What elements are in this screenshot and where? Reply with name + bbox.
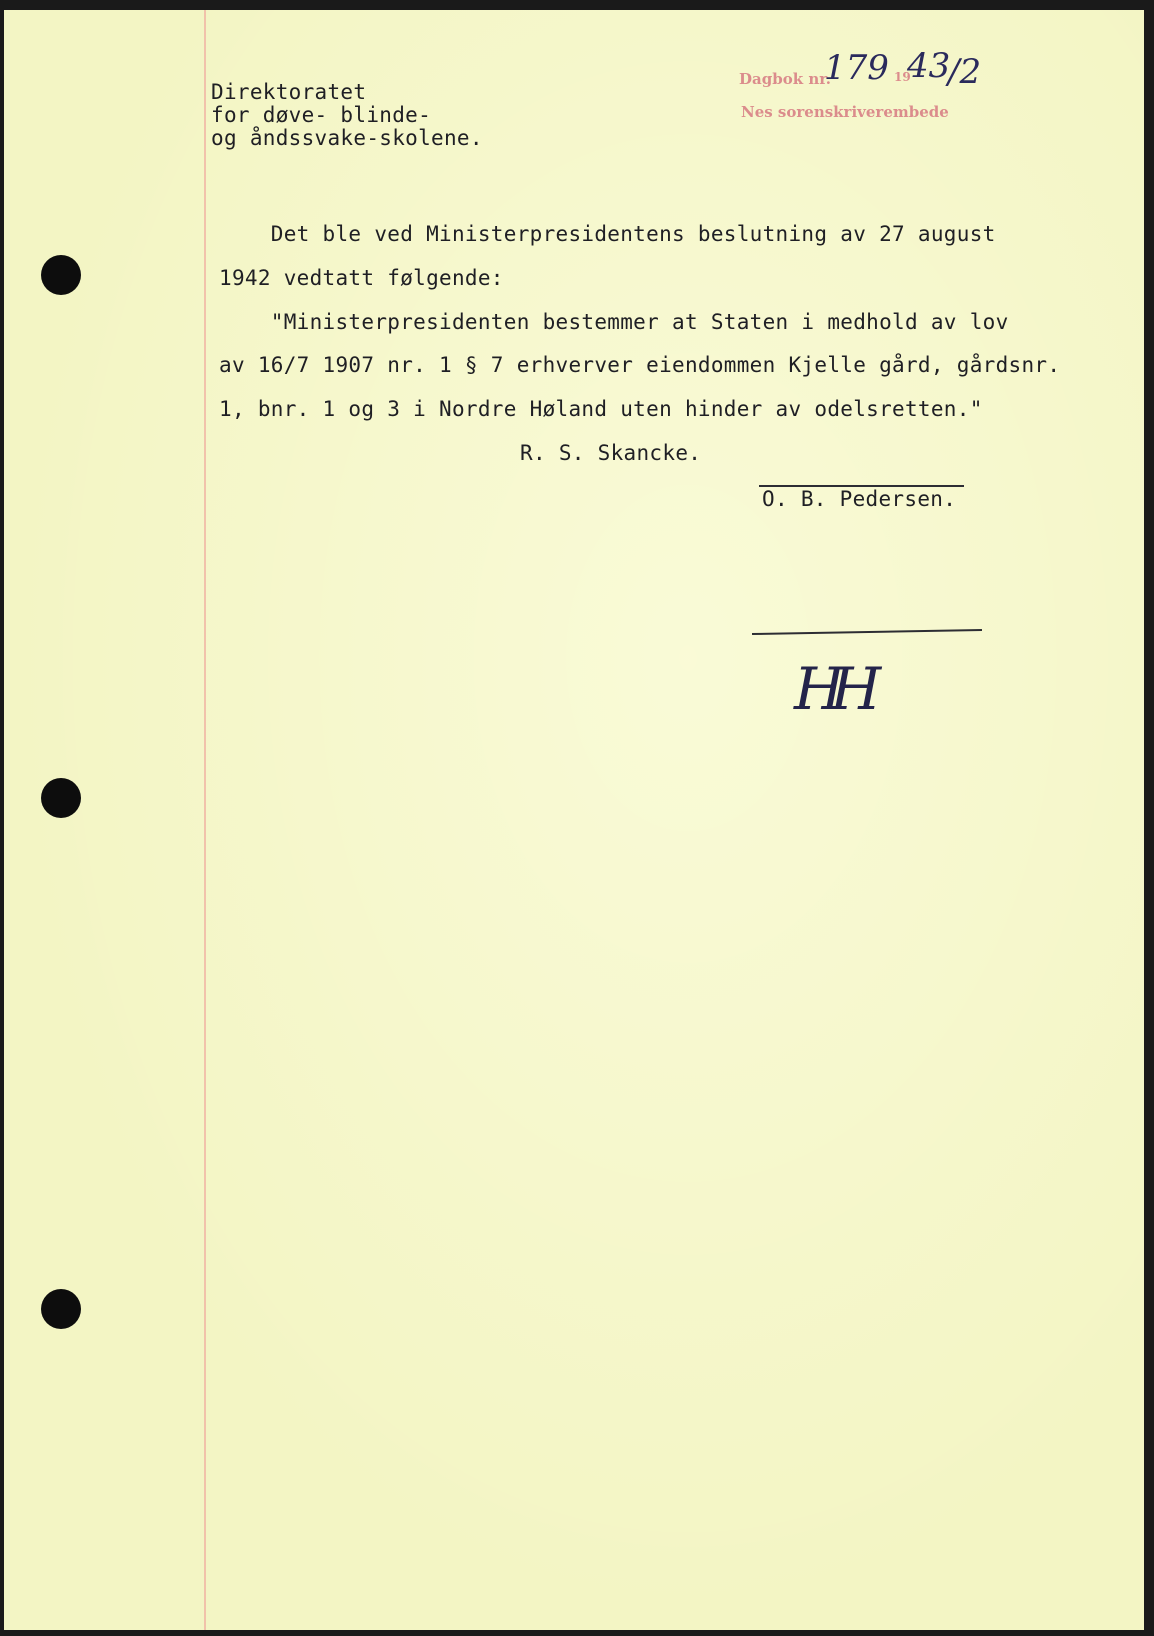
stamp-label-bottom: Nes sorenskriverembede	[741, 103, 949, 121]
document-page	[4, 10, 1144, 1630]
header-line-1: Direktoratet	[211, 80, 367, 104]
header-line-3: og åndssvake-skolene.	[211, 126, 483, 150]
body-line-5: 1, bnr. 1 og 3 i Nordre Høland uten hinder av odelsretten."	[219, 397, 983, 421]
stamp-label-top: Dagbok nr.	[739, 70, 831, 88]
signature-skancke: R. S. Skancke.	[520, 441, 702, 465]
punch-hole-bottom	[41, 1289, 81, 1329]
handwritten-initials: HH	[794, 655, 868, 723]
body-line-1: Det ble ved Ministerpresidentens beslutning av 27 august	[219, 222, 996, 246]
handwritten-journal-number: 179	[824, 48, 889, 88]
signature-pedersen: O. B. Pedersen.	[762, 487, 957, 511]
handwritten-suffix: /2	[948, 52, 982, 92]
header-line-2: for døve- blinde-	[211, 103, 432, 127]
initials-rule	[752, 629, 982, 635]
stamp-year-prefix: 19	[894, 70, 911, 84]
punch-hole-top	[41, 255, 81, 295]
margin-line	[204, 10, 206, 1630]
punch-hole-middle	[41, 778, 81, 818]
body-line-2: 1942 vedtatt følgende:	[219, 266, 504, 290]
handwritten-year: 43	[907, 46, 951, 86]
body-line-4: av 16/7 1907 nr. 1 § 7 erhverver eiendommen Kjelle gård, gårdsnr.	[219, 353, 1061, 377]
body-line-3: "Ministerpresidenten bestemmer at Staten i medhold av lov	[219, 310, 1009, 334]
